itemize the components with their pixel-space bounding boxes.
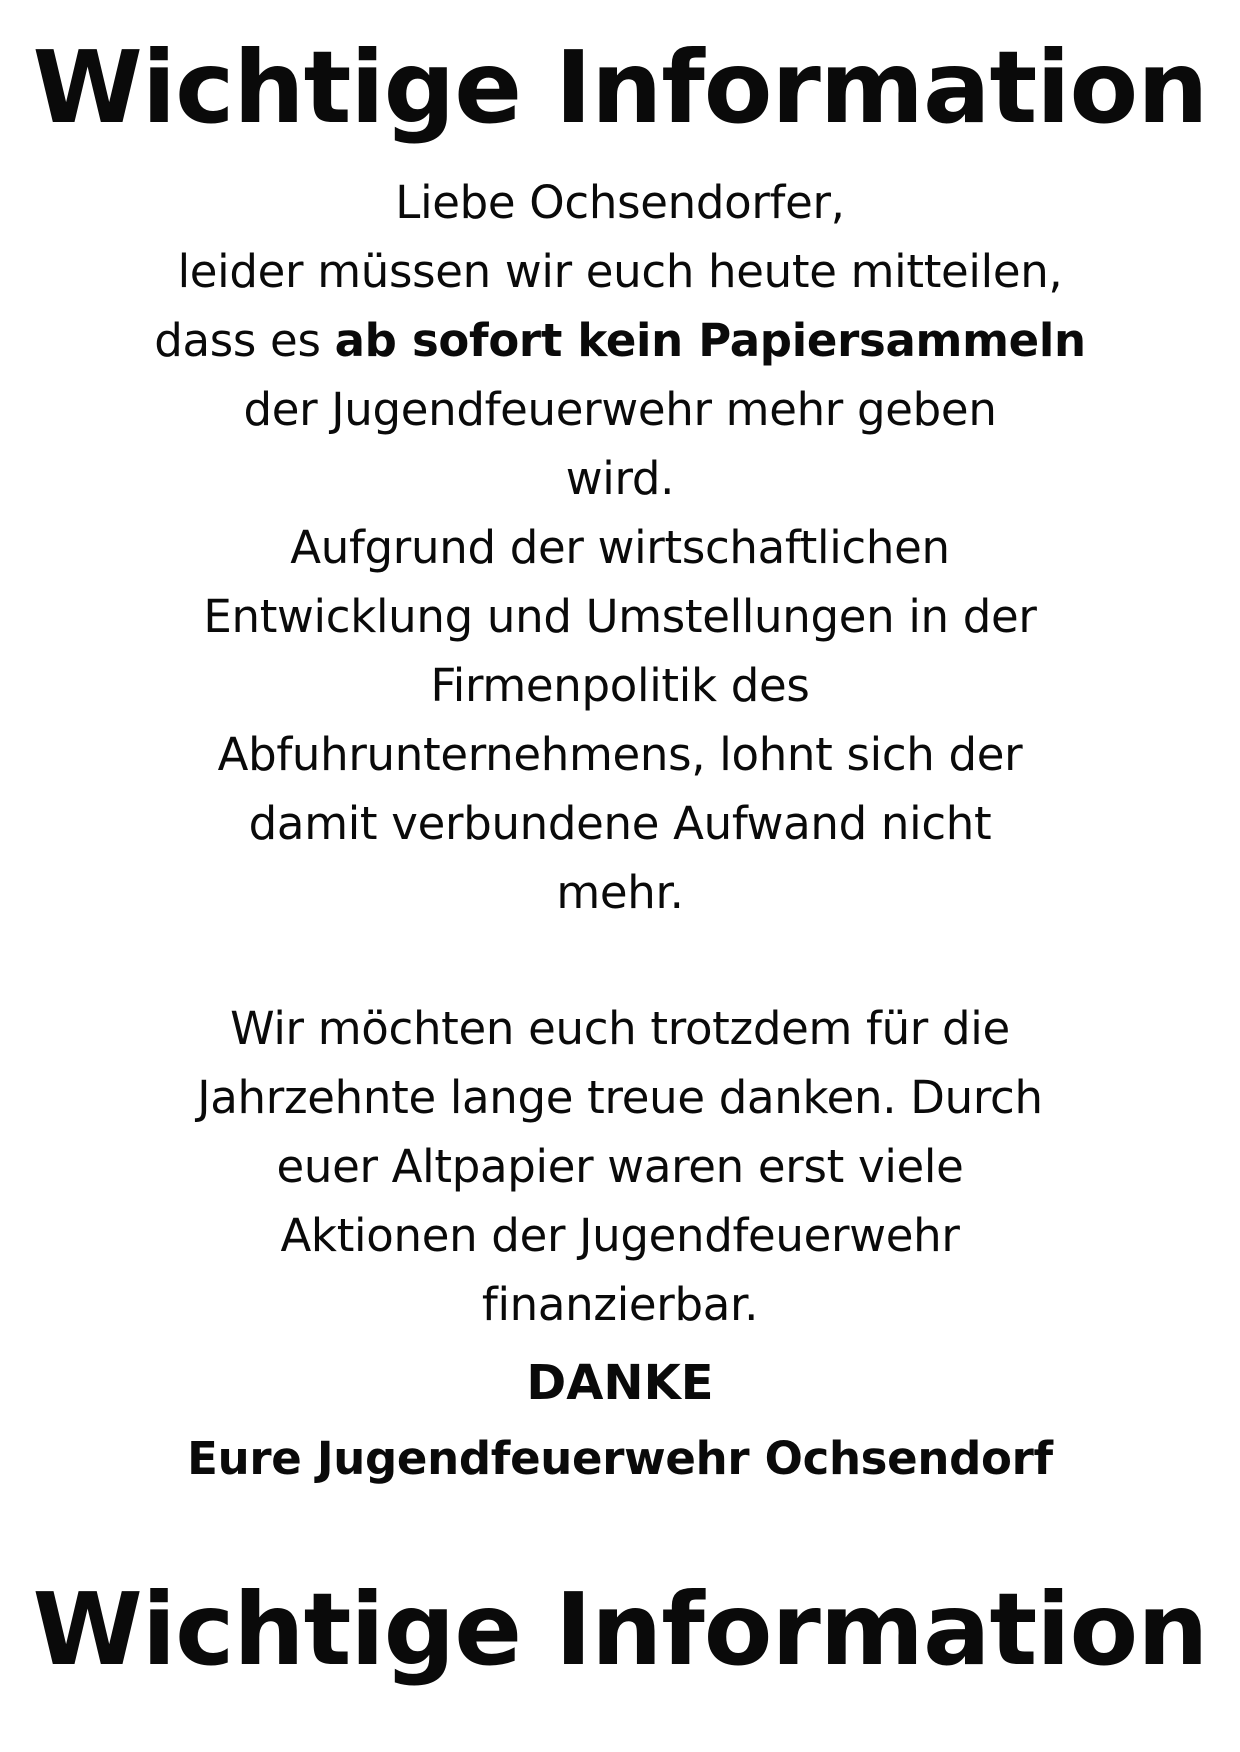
text-line: Jahrzehnte lange treue danken. Durch <box>197 1071 1043 1124</box>
signature: Eure Jugendfeuerwehr Ochsendorf <box>187 1432 1053 1485</box>
text-line: Aktionen der Jugendfeuerwehr <box>280 1209 960 1262</box>
text-line: Entwicklung und Umstellungen in der <box>203 590 1037 643</box>
text-line: wird. <box>565 452 675 505</box>
text-line: mehr. <box>556 866 684 919</box>
salutation: Liebe Ochsendorfer, <box>395 176 845 229</box>
announcement-paragraph <box>90 168 1150 927</box>
text-line: Aufgrund der wirtschaftlichen <box>290 521 950 574</box>
text-line: Abfuhrunternehmens, lohnt sich der <box>217 728 1023 781</box>
thanks-heading: DANKE <box>526 1355 714 1411</box>
headline-top: Wichtige Information <box>32 29 1208 146</box>
text-line: leider müssen wir euch heute mitteilen, <box>177 245 1063 298</box>
text-line: damit verbundene Aufwand nicht <box>248 797 992 850</box>
text-line: Wir möchten euch trotzdem für die <box>230 1002 1010 1055</box>
text-line: euer Altpapier waren erst viele <box>276 1140 964 1193</box>
text-line: finanzierbar. <box>481 1278 759 1331</box>
text-fragment: dass es <box>154 314 335 367</box>
thanks-paragraph <box>90 994 1150 1339</box>
text-line: der Jugendfeuerwehr mehr geben <box>243 383 997 436</box>
headline-bottom: Wichtige Information <box>32 1571 1208 1688</box>
emphasized-text: ab sofort kein Papiersammeln <box>334 314 1086 367</box>
text-line-with-emphasis <box>90 306 1150 375</box>
text-line: Firmenpolitik des <box>430 659 810 712</box>
